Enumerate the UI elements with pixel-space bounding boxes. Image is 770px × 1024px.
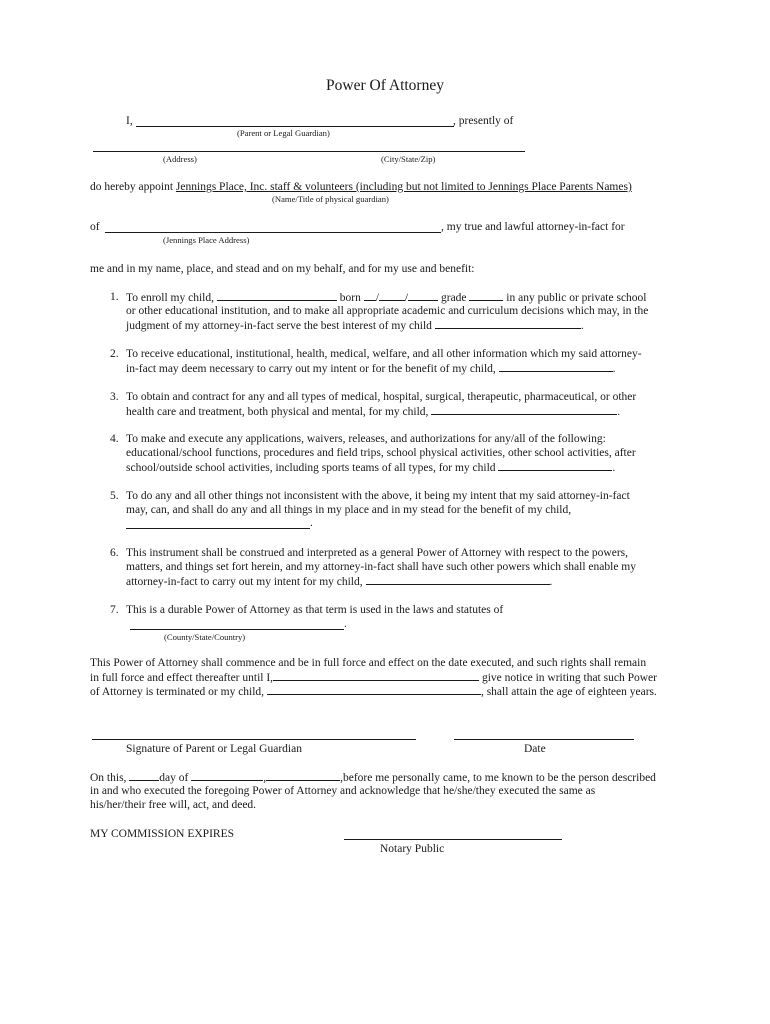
item-7-period: . (344, 618, 347, 630)
item-4-line-1: To make and execute any applications, waivers, releases, and authorizations for any/all of the following: (126, 433, 606, 445)
item-6-line-3: attorney-in-fact to carry out my intent for my child, . (126, 576, 553, 588)
item-1-text-d: in any public or private school (506, 292, 647, 304)
notary-text-1c: , (263, 772, 267, 784)
notary-line-1 (90, 770, 656, 785)
appoint-line (90, 180, 632, 194)
commission-expires-label: MY COMMISSION EXPIRES (90, 828, 234, 840)
commence-line-3 (90, 684, 657, 699)
item-4-child-blank[interactable] (498, 460, 612, 471)
appointee-name: Jennings Place, Inc. staff & volunteers (including but not limited to Jennings Place Parents Names) (175, 181, 632, 193)
item-1-line-2: or other educational institution, and to make all appropriate academic and curriculum decisions which may, in the (126, 305, 649, 317)
item-6-line-2: matters, and things set fort herein, and my attorney-in-fact shall have such other powers which shall enable my (126, 561, 636, 573)
item-1-text-3: judgment of my attorney-in-fact serve the best interest of my child (126, 320, 432, 332)
item-5-line-1: To do any and all other things not inconsistent with the above, it being my intent that my said attorney-in-fact (126, 490, 630, 502)
item-3-child-blank[interactable] (431, 404, 617, 415)
jennings-address-line[interactable] (105, 232, 441, 233)
intro-text: me and in my name, place, and stead and on my behalf, and for my use and benefit: (90, 263, 475, 275)
birth-month-blank[interactable] (364, 290, 376, 301)
item-5-number: 5. (110, 490, 119, 502)
item-5-child-blank[interactable] (126, 528, 310, 529)
notary-signature-line[interactable] (344, 839, 562, 840)
item-7-line-1: This is a durable Power of Attorney as that term is used in the laws and statutes of (126, 604, 504, 616)
item-3-number: 3. (110, 391, 119, 403)
item-5-line-2: may, can, and shall do any and all things in my place and in my stead for the benefit of my child, (126, 504, 572, 516)
page-title: Power Of Attorney (326, 77, 444, 94)
appoint-prefix: do hereby appoint (90, 181, 174, 193)
city-caption: (City/State/Zip) (381, 154, 436, 164)
county-caption: (County/State/Country) (164, 632, 246, 642)
item-4-line-2: educational/school functions, procedures and field trips, school physical activities, other school activities, after (126, 447, 636, 459)
guardian-suffix: , presently of (453, 115, 514, 127)
item-6-text-3: attorney-in-fact to carry out my intent for my child, (126, 576, 363, 588)
item-6-child-blank[interactable] (366, 574, 550, 585)
birth-day-blank[interactable] (379, 290, 405, 301)
commence-text-3a: of Attorney is terminated or my child, (90, 686, 265, 698)
item-2-text-2: in-fact may deem necessary to carry out my intent or for the benefit of my child, (126, 363, 496, 375)
item-2-number: 2. (110, 348, 119, 360)
item-2-line-1: To receive educational, institutional, health, medical, welfare, and all other information which my said attorney- (126, 348, 642, 360)
notary-public-label: Notary Public (380, 843, 445, 855)
jennings-address-caption: (Jennings Place Address) (163, 235, 250, 245)
notary-line-3: his/her/their free will, act, and deed. (90, 799, 257, 811)
item-1-line-1: To enroll my child, born / / grade in any public or private school (126, 292, 647, 304)
commence-line-2 (90, 670, 657, 685)
notary-text-1a: On this, (90, 772, 127, 784)
date-line[interactable] (454, 739, 634, 740)
commence-text-3b: , shall attain the age of eighteen years. (480, 686, 657, 698)
item-1-number: 1. (110, 291, 119, 303)
address-caption: (Address) (163, 154, 197, 164)
item-1-text-c: grade (441, 292, 467, 304)
county-state-country-line[interactable] (130, 629, 344, 630)
item-5-period: . (310, 517, 313, 529)
appointee-caption: (Name/Title of physical guardian) (272, 194, 389, 204)
commence-text-2a: in full force and effect thereafter until I, (90, 672, 274, 684)
item-1-line-3: judgment of my attorney-in-fact serve the best interest of my child . (126, 320, 584, 332)
of-prefix: of (90, 221, 100, 233)
commence-child-blank[interactable] (267, 684, 481, 695)
guardian-prefix: I, (126, 115, 133, 127)
guardian-caption: (Parent or Legal Guardian) (237, 128, 330, 138)
notary-text-1b: day of (159, 772, 189, 784)
item-3-text-2: health care and treatment, both physical and mental, for my child, (126, 406, 429, 418)
item-1-child-blank[interactable] (435, 318, 581, 329)
guardian-signature-label: Signature of Parent or Legal Guardian (126, 743, 302, 755)
item-4-number: 4. (110, 433, 119, 445)
item-4-line-3: school/outside school activities, including sports teams of all types, for my child . (126, 462, 616, 474)
item-7-number: 7. (110, 604, 119, 616)
birth-year-blank[interactable] (408, 290, 438, 301)
notary-line-2: in and who executed the foregoing Power of Attorney and acknowledge that he/she/they executed the same as (90, 785, 596, 797)
of-suffix: , my true and lawful attorney-in-fact for (441, 221, 625, 233)
address-line[interactable] (93, 151, 525, 152)
notary-year-blank[interactable] (266, 770, 340, 781)
date-label: Date (524, 743, 546, 755)
notary-month-blank[interactable] (191, 770, 263, 781)
notary-day-blank[interactable] (129, 770, 159, 781)
notary-text-1d: ,before me personally came, to me known to be the person described (340, 772, 656, 784)
item-3-line-1: To obtain and contract for any and all types of medical, hospital, surgical, therapeutic, pharmaceutical, or other (126, 391, 637, 403)
item-1-text-a: To enroll my child, (126, 292, 214, 304)
item-4-text-3: school/outside school activities, including sports teams of all types, for my child (126, 462, 496, 474)
item-3-line-2: health care and treatment, both physical and mental, for my child, . (126, 406, 621, 418)
item-6-number: 6. (110, 547, 119, 559)
item-6-line-1: This instrument shall be construed and interpreted as a general Power of Attorney with respect to the powers, (126, 547, 629, 559)
grade-blank[interactable] (469, 290, 503, 301)
commence-line-1: This Power of Attorney shall commence and be in full force and effect on the date executed, and such rights shall remain (90, 657, 647, 669)
guardian-notice-blank[interactable] (273, 670, 479, 681)
guardian-signature-line[interactable] (92, 739, 416, 740)
guardian-name-line[interactable] (136, 126, 454, 127)
item-2-line-2: in-fact may deem necessary to carry out my intent or for the benefit of my child, . (126, 363, 616, 375)
commence-text-2b: give notice in writing that such Power (481, 672, 657, 684)
item-1-text-b: born (339, 292, 361, 304)
item-2-child-blank[interactable] (499, 361, 613, 372)
child-name-blank[interactable] (217, 290, 337, 301)
